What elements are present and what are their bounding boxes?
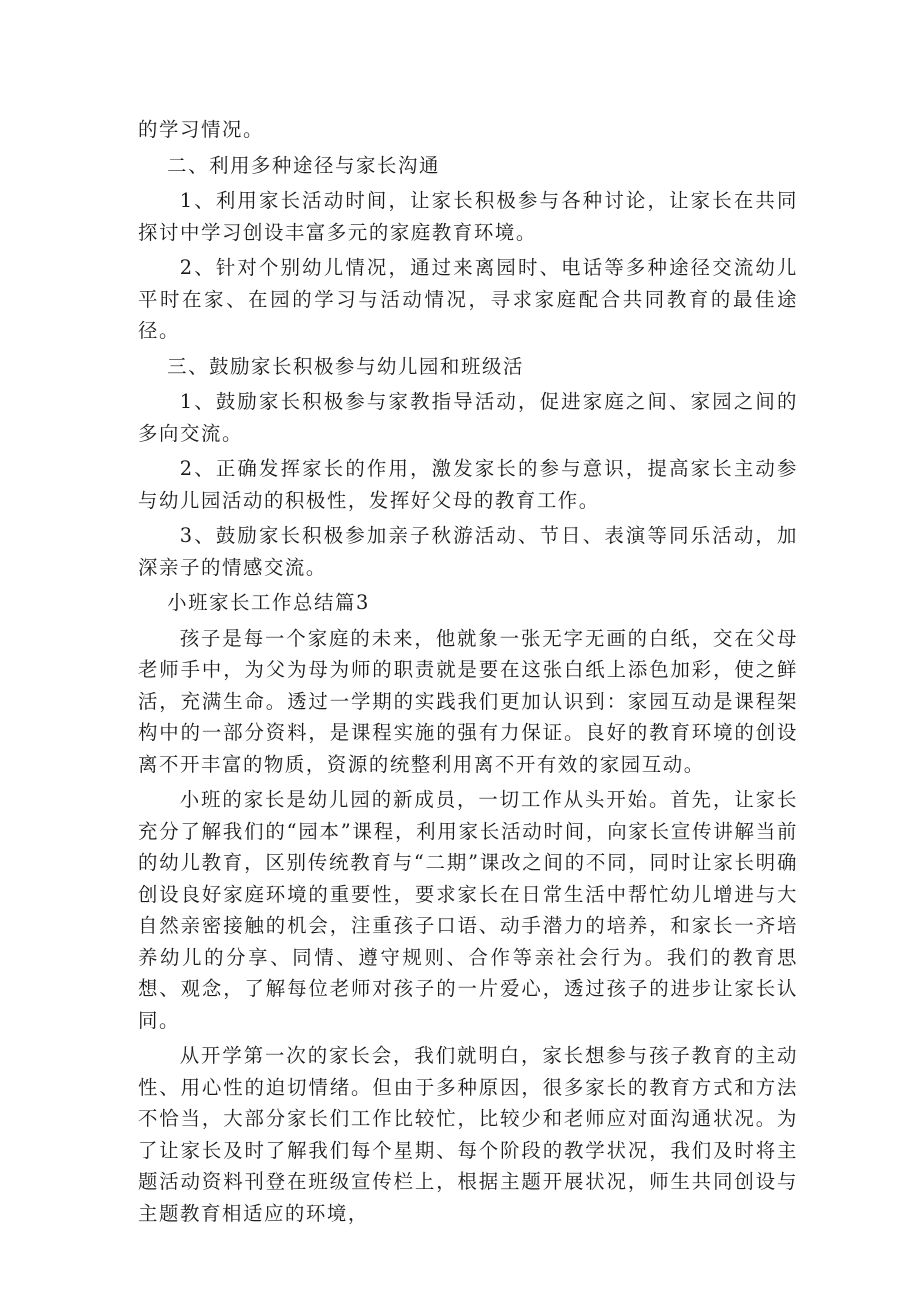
article-title: 小班家长工作总结篇3 bbox=[167, 591, 370, 614]
paragraph: 1、鼓励家长积极参与家教指导活动，促进家庭之间、家园之间的多向交流。 bbox=[138, 390, 798, 445]
paragraph: 2、正确发挥家长的作用，激发家长的参与意识，提高家长主动参与幼儿园活动的积极性，发挥好父母的教育工作。 bbox=[138, 457, 798, 512]
document-body bbox=[138, 114, 798, 1233]
paragraph: 从开学第一次的家长会，我们就明白，家长想参与孩子教育的主动性、用心性的迫切情绪。但由于多种原因，很多家长的教育方式和方法不恰当，大部分家长们工作比较忙，比较少和老师应对面沟通状况。为了让家长及时了解我们每个星期、每个阶段的教学状况，我们及时将主题活动资料刊登在班级宣传栏上，根据主题开展状况，师生共同创设与主题教育相适应的环境， bbox=[138, 1044, 798, 1225]
paragraph: 孩子是每一个家庭的未来，他就象一张无字无画的白纸，交在父母老师手中，为父为母为师的职责就是要在这张白纸上添色加彩，使之鲜活，充满生命。透过一学期的实践我们更加认识到：家园互动是课程架构中的一部分资料，是课程实施的强有力保证。良好的教育环境的创设离不开丰富的物质，资源的统整利用离不开有效的家园互动。 bbox=[138, 626, 798, 776]
section-heading-2: 二、利用多种途径与家长沟通 bbox=[167, 153, 440, 177]
paragraph: 小班的家长是幼儿园的新成员，一切工作从头开始。首先，让家长充分了解我们的“园本”课程，利用家长活动时间，向家长宣传讲解当前的幼儿教育，区别传统教育与“二期”课改之间的不同，同时让家长明确创设良好家庭环境的重要性，要求家长在日常生活中帮忙幼儿增进与大自然亲密接触的机会，注重孩子口语、动手潜力的培养，和家长一齐培养幼儿的分享、同情、遵守规则、合作等亲社会行为。我们的教育思想、观念，了解每位老师对孩子的一片爱心，透过孩子的进步让家长认同。 bbox=[138, 788, 798, 1032]
paragraph: 3、鼓励家长积极参加亲子秋游活动、节日、表演等同乐活动，加深亲子的情感交流。 bbox=[138, 524, 798, 579]
paragraph-continuation: 的学习情况。 bbox=[138, 118, 264, 141]
paragraph: 2、针对个别幼儿情况，通过来离园时、电话等多种途径交流幼儿平时在家、在园的学习与活动情况，寻求家庭配合共同教育的最佳途径。 bbox=[138, 256, 798, 342]
paragraph: 1、利用家长活动时间，让家长积极参与各种讨论，让家长在共同探讨中学习创设丰富多元的家庭教育环境。 bbox=[138, 189, 798, 244]
section-heading-3: 三、鼓励家长积极参与幼儿园和班级活 bbox=[167, 354, 524, 378]
